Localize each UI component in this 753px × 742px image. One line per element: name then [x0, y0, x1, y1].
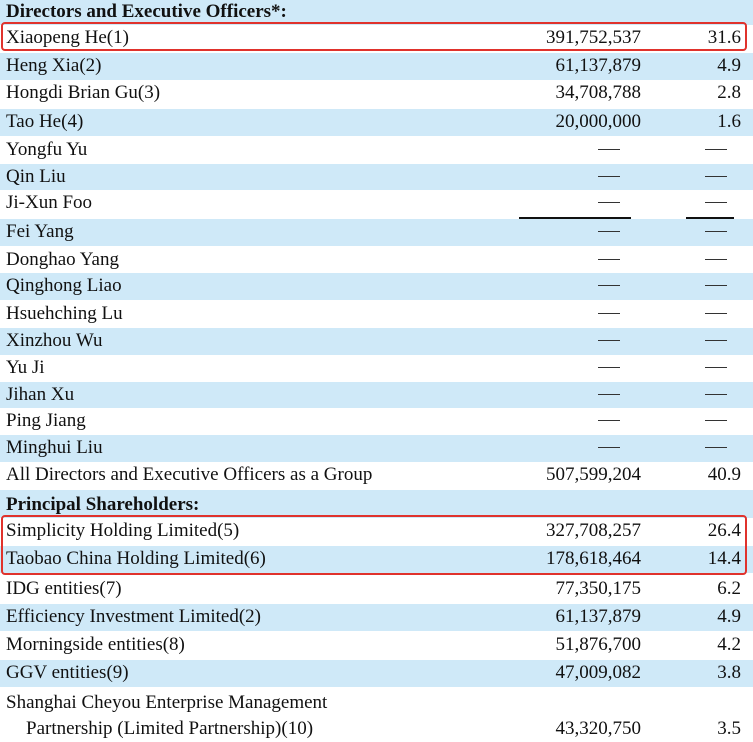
shares-dash	[598, 313, 620, 314]
holder-name: Hsuehching Lu	[6, 303, 123, 324]
table-row	[0, 25, 753, 52]
section-title: Principal Shareholders:	[6, 494, 200, 515]
shares-dash	[598, 259, 620, 260]
percent-dash	[705, 202, 727, 203]
percent-value: 3.5	[717, 718, 741, 739]
percent-value: 40.9	[707, 464, 741, 485]
section-header-principal	[0, 490, 753, 518]
holder-name: Efficiency Investment Limited(2)	[6, 606, 262, 627]
shares-dash	[598, 231, 620, 232]
percent-dash	[705, 340, 727, 341]
shares-dash	[598, 176, 620, 177]
percent-value: 2.8	[717, 82, 741, 103]
percent-dash	[705, 420, 727, 421]
percent-value: 4.9	[717, 606, 741, 627]
table-row	[0, 247, 753, 274]
holder-name: Ping Jiang	[6, 410, 86, 431]
percent-value: 6.2	[717, 578, 741, 599]
table-row	[0, 382, 753, 409]
table-row	[0, 164, 753, 191]
table-row	[0, 328, 753, 355]
table-row	[0, 80, 753, 107]
holder-name: Ji-Xun Foo	[6, 192, 93, 213]
table-row	[0, 604, 753, 631]
holder-name: All Directors and Executive Officers as a Group	[6, 464, 373, 485]
shares-value: 178,618,464	[546, 548, 641, 569]
holder-name: Simplicity Holding Limited(5)	[6, 520, 240, 541]
holder-name: Yu Ji	[6, 357, 45, 378]
shares-value: 77,350,175	[555, 578, 641, 599]
shares-value: 51,876,700	[555, 634, 641, 655]
shares-dash	[598, 394, 620, 395]
shares-dash	[598, 202, 620, 203]
percent-value: 26.4	[707, 520, 741, 541]
table-row	[0, 53, 753, 80]
section-title: Directors and Executive Officers*:	[6, 1, 287, 22]
holder-name: Xiaopeng He(1)	[6, 27, 129, 48]
holder-name: Hongdi Brian Gu(3)	[6, 82, 161, 103]
table-row	[0, 546, 753, 573]
percent-dash	[705, 176, 727, 177]
section-header-directors	[0, 0, 753, 25]
percent-value: 3.8	[717, 662, 741, 683]
column-rule-shares	[519, 217, 631, 219]
percent-value: 4.9	[717, 55, 741, 76]
holder-name: IDG entities(7)	[6, 578, 122, 599]
holder-name-line1: Shanghai Cheyou Enterprise Management	[6, 692, 328, 713]
table-row	[0, 518, 753, 545]
percent-dash	[705, 367, 727, 368]
shares-value: 507,599,204	[546, 464, 641, 485]
shares-value: 47,009,082	[555, 662, 641, 683]
column-rule-percent	[686, 217, 734, 219]
holder-name: Morningside entities(8)	[6, 634, 185, 655]
percent-value: 1.6	[717, 111, 741, 132]
percent-value: 14.4	[707, 548, 741, 569]
table-row	[0, 660, 753, 687]
percent-dash	[705, 231, 727, 232]
percent-value: 4.2	[717, 634, 741, 655]
percent-dash	[705, 285, 727, 286]
table-row	[0, 301, 753, 328]
shares-dash	[598, 149, 620, 150]
table-row	[0, 273, 753, 300]
percent-dash	[705, 313, 727, 314]
holder-name: Yongfu Yu	[6, 139, 88, 160]
table-row	[0, 435, 753, 462]
percent-dash	[705, 259, 727, 260]
shares-dash	[598, 367, 620, 368]
holder-name: Tao He(4)	[6, 111, 84, 132]
holder-name: Heng Xia(2)	[6, 55, 102, 76]
shares-dash	[598, 285, 620, 286]
table-row	[0, 219, 753, 246]
holder-name: Qinghong Liao	[6, 275, 122, 296]
shares-value: 43,320,750	[555, 718, 641, 739]
shares-dash	[598, 420, 620, 421]
table-row	[0, 137, 753, 164]
shares-dash	[598, 340, 620, 341]
holder-name: Xinzhou Wu	[6, 330, 103, 351]
table-row	[0, 632, 753, 659]
table-row	[0, 190, 753, 217]
table-row	[0, 109, 753, 136]
table-row-two-line	[0, 690, 753, 742]
percent-dash	[705, 447, 727, 448]
shares-value: 391,752,537	[546, 27, 641, 48]
percent-dash	[705, 394, 727, 395]
percent-dash	[705, 149, 727, 150]
holder-name: Jihan Xu	[6, 384, 75, 405]
shares-value: 61,137,879	[555, 55, 641, 76]
shares-value: 20,000,000	[555, 111, 641, 132]
holder-name: Qin Liu	[6, 166, 66, 187]
shares-value: 34,708,788	[555, 82, 641, 103]
holder-name: GGV entities(9)	[6, 662, 129, 683]
holder-name: Taobao China Holding Limited(6)	[6, 548, 266, 569]
holder-name: Donghao Yang	[6, 249, 119, 270]
table-row	[0, 408, 753, 435]
table-row	[0, 355, 753, 382]
table-row	[0, 576, 753, 603]
holder-name: Minghui Liu	[6, 437, 103, 458]
holder-name-line2: Partnership (Limited Partnership)(10)	[26, 718, 314, 739]
percent-value: 31.6	[707, 27, 741, 48]
shares-dash	[598, 447, 620, 448]
group-total-row	[0, 462, 753, 489]
shares-value: 61,137,879	[555, 606, 641, 627]
shares-value: 327,708,257	[546, 520, 641, 541]
holder-name: Fei Yang	[6, 221, 74, 242]
